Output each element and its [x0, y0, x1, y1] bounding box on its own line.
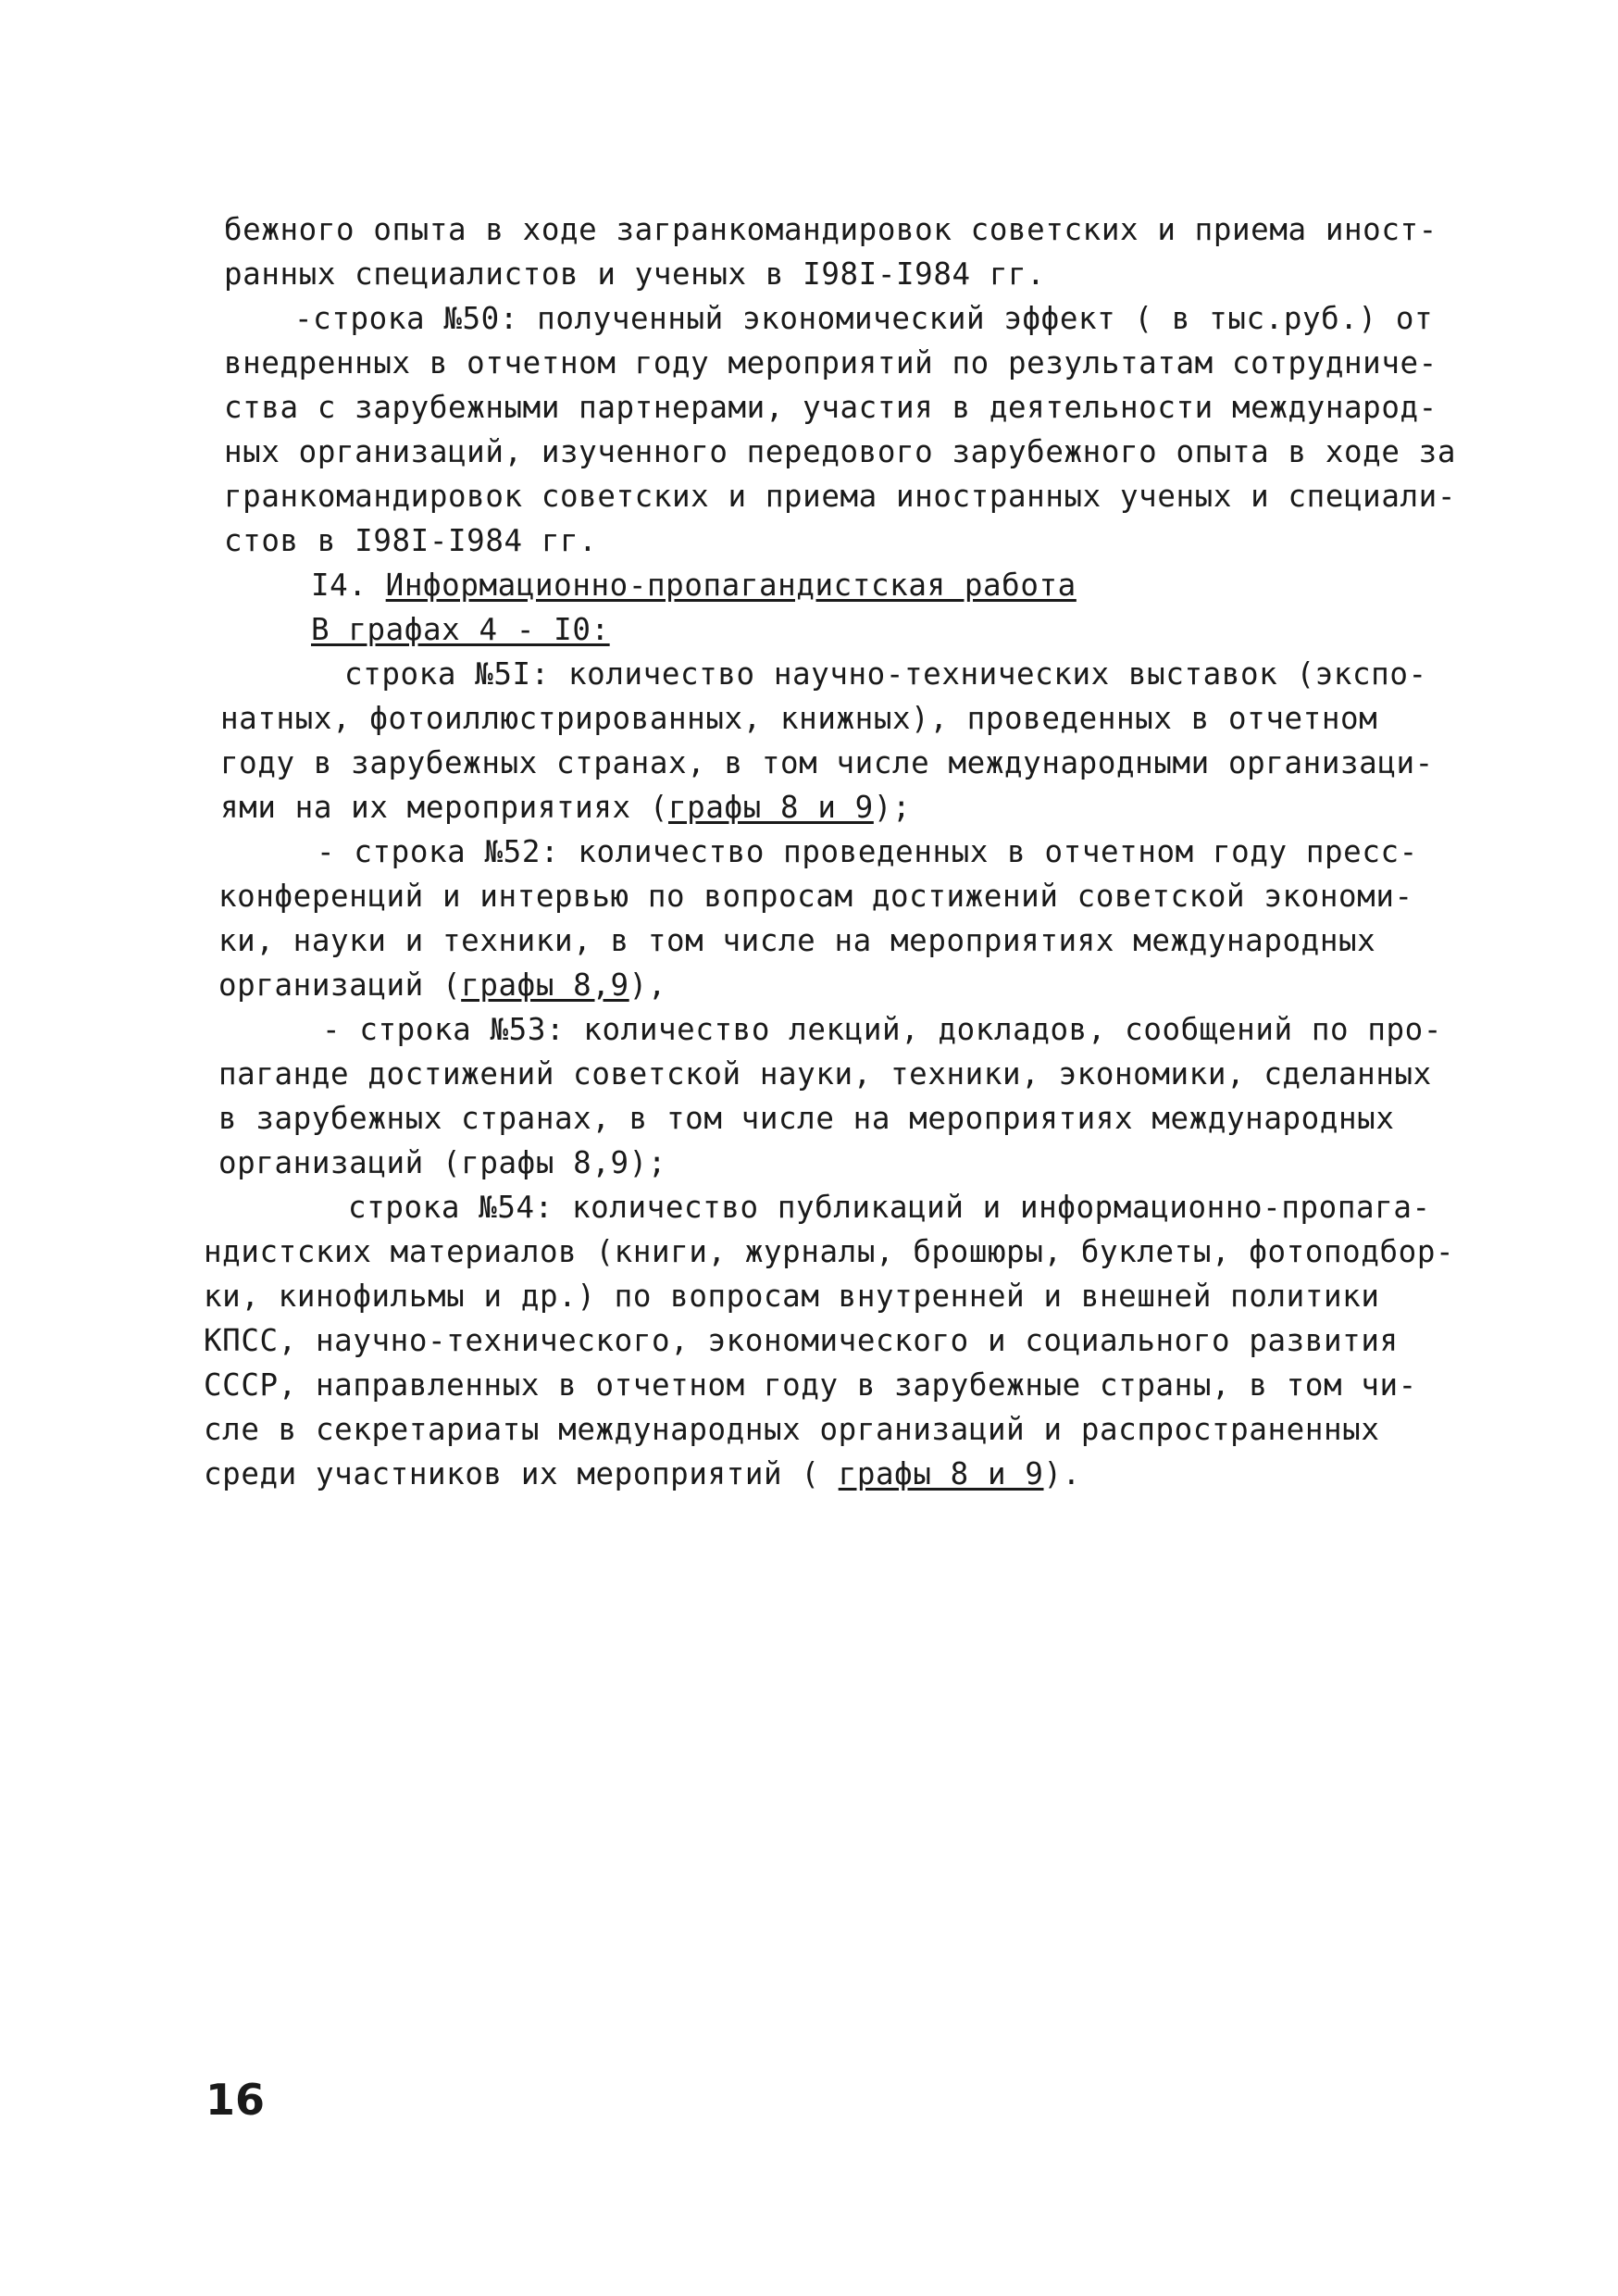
p2-line-1: -строка №50: полученный экономический эффект ( в тыс.руб.) от: [294, 301, 1434, 336]
section-number: I4.: [311, 568, 367, 603]
p6-column-ref: графы 8 и 9: [838, 1456, 1044, 1491]
columns-note: В графах 4 - I0:: [311, 612, 610, 647]
p4-line-1: - строка №52: количество проведенных в отчетном году пресс-: [317, 834, 1418, 869]
p3-line-1: строка №5I: количество научно-технических выставок (экспо-: [344, 656, 1427, 692]
p2-line-6: стов в I98I-I984 гг.: [224, 523, 598, 558]
p2-line-2: внедренных в отчетном году мероприятий по результатам сотрудниче-: [224, 345, 1438, 381]
p6-line-7-end: ).: [1043, 1456, 1081, 1491]
p2-line-4: ных организаций, изученного передового зарубежного опыта в ходе за: [224, 434, 1456, 469]
p6-line-7-text: среди участников их мероприятий (: [204, 1456, 839, 1491]
p3-line-4: [220, 789, 911, 826]
page-number: 16: [205, 2075, 266, 2125]
p5-line-3: в зарубежных странах, в том числе на мероприятиях международных: [218, 1101, 1395, 1136]
p1-line-2: ранных специалистов и ученых в I98I-I984 гг.: [224, 256, 1046, 292]
p1-line-1: бежного опыта в ходе загранкомандировок советских и приема иност-: [224, 212, 1438, 247]
p4-line-4: [218, 967, 666, 1004]
p2-line-3: ства с зарубежными партнерами, участия в деятельности международ-: [224, 390, 1438, 425]
p4-line-4-text: организаций (: [218, 967, 462, 1003]
p3-line-4-end: );: [873, 790, 912, 825]
p3-line-4-text: ями на их мероприятиях (: [220, 790, 668, 825]
section-title: Информационно-пропагандистская работа: [385, 568, 1077, 603]
p3-line-2: натных, фотоиллюстрированных, книжных), проведенных в отчетном: [220, 701, 1378, 736]
p4-line-3: ки, науки и техники, в том числе на мероприятиях международных: [218, 923, 1376, 958]
p3-line-3: году в зарубежных странах, в том числе международными организаци-: [220, 745, 1434, 780]
p5-line-2: паганде достижений советской науки, техники, экономики, сделанных: [218, 1056, 1432, 1092]
p6-line-5: СССР, направленных в отчетном году в зарубежные страны, в том чи-: [204, 1367, 1417, 1403]
p6-line-6: сле в секретариаты международных организаций и распространенных: [204, 1412, 1380, 1447]
p6-line-3: ки, кинофильмы и др.) по вопросам внутренней и внешней политики: [204, 1279, 1380, 1314]
p4-column-ref: графы 8,9: [461, 967, 629, 1003]
p2-line-5: гранкомандировок советских и приема иностранных ученых и специали-: [224, 479, 1456, 514]
p6-line-2: ндистских материалов (книги, журналы, брошюры, буклеты, фотоподбор-: [204, 1234, 1455, 1269]
p6-line-7: [204, 1455, 1081, 1492]
section-heading: [311, 567, 1077, 604]
p5-line-1: - строка №53: количество лекций, докладов, сообщений по про-: [322, 1012, 1442, 1047]
p5-line-4: организаций (графы 8,9);: [218, 1145, 666, 1180]
p4-line-4-end: ),: [629, 967, 667, 1003]
p4-line-2: конференций и интервью по вопросам достижений советской экономи-: [218, 879, 1413, 914]
p6-line-1: строка №54: количество публикаций и информационно-пропага-: [348, 1190, 1431, 1225]
p6-line-4: КПСС, научно-технического, экономического и социального развития: [204, 1323, 1399, 1358]
p3-column-ref: графы 8 и 9: [668, 790, 874, 825]
